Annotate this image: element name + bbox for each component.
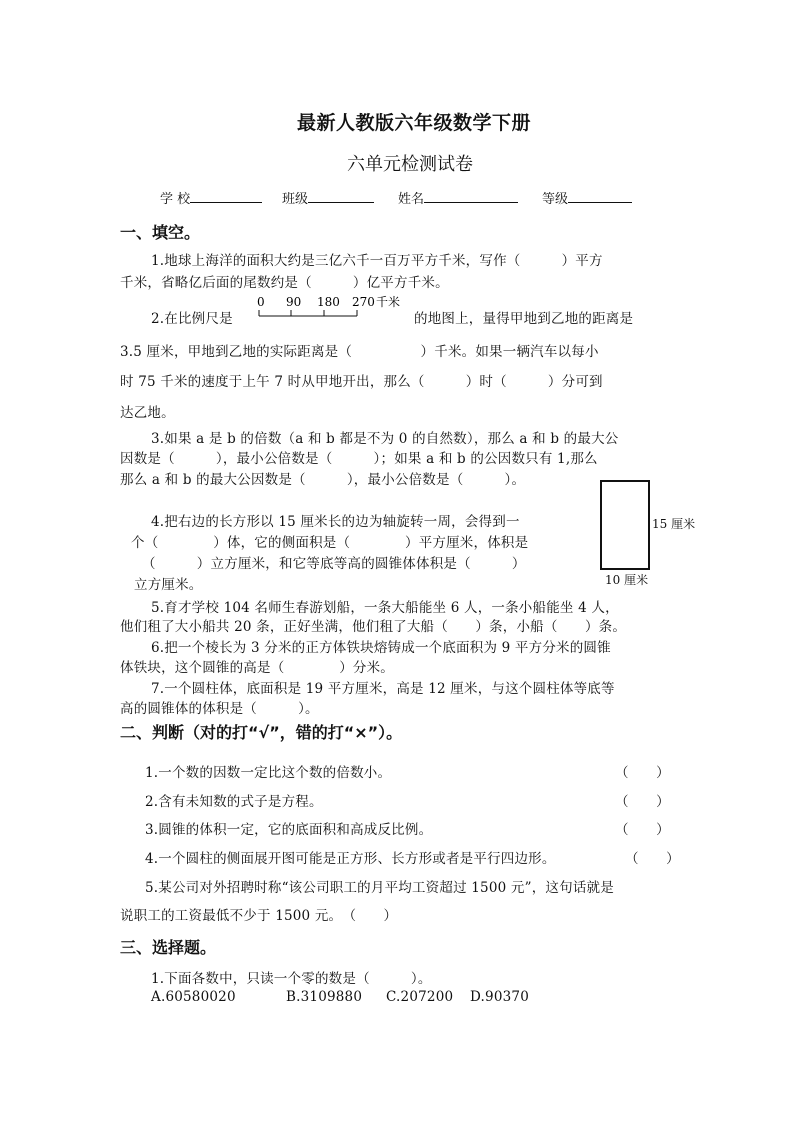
- choice-option-b[interactable]: B.3109880: [286, 989, 363, 1005]
- q7-line2: 高的圆锥体的体积是（ ）。: [120, 701, 319, 717]
- q6-line1: 6.把一个棱长为 3 分米的正方体铁块熔铸成一个底面积为 9 平方分米的圆锥: [151, 640, 611, 656]
- scale-label-270: 270: [352, 295, 375, 309]
- judge-item-5-line2: 说职工的工资最低不少于 1500 元。 （ ）: [120, 908, 398, 924]
- class-field[interactable]: [282, 188, 374, 207]
- judge-item-1-text: 1.一个数的因数一定比这个数的倍数小。: [145, 765, 392, 781]
- scale-label-0: 0: [257, 295, 265, 309]
- name-blank[interactable]: [424, 189, 518, 203]
- q2-line3: 时 75 千米的速度于上午 7 时从甲地开出，那么（ ）时（ ）分可到: [120, 374, 603, 390]
- school-label: 学 校: [160, 192, 191, 207]
- grade-field[interactable]: [542, 188, 632, 207]
- judge-item-1-paren[interactable]: （ ）: [615, 765, 670, 781]
- judge-item-4-text: 4.一个圆柱的侧面展开图可能是正方形、长方形或者是平行四边形。: [145, 851, 556, 867]
- judge-item-2-paren[interactable]: （ ）: [615, 794, 670, 810]
- rectangle-height-label: 15 厘米: [652, 517, 696, 531]
- q5-line2: 他们租了大小船共 20 条，正好坐满，他们租了大船（ ）条，小船（ ）条。: [120, 619, 627, 635]
- q4-line1: 4.把右边的长方形以 15 厘米长的边为轴旋转一周，会得到一: [151, 514, 520, 530]
- q4-line2: 个（ ）体，它的侧面积是（ ）平方厘米，体积是: [131, 535, 529, 551]
- rectangle-figure: [600, 480, 650, 570]
- name-field[interactable]: [398, 188, 518, 207]
- class-label: 班级: [282, 192, 309, 207]
- judge-item-4-paren[interactable]: （ ）: [625, 851, 680, 867]
- section-1-heading: 一、填空。: [120, 223, 201, 242]
- section-2-heading: 二、判断（对的打“√”，错的打“×”）。: [120, 723, 403, 742]
- choice-option-a[interactable]: A.60580020: [151, 989, 236, 1005]
- q2-line2: 3.5 厘米，甲地到乙地的实际距离是（ ）千米。如果一辆汽车以每小: [120, 344, 599, 360]
- judge-item-2-text: 2.含有未知数的式子是方程。: [145, 794, 323, 810]
- q3-line1: 3.如果 a 是 b 的倍数（a 和 b 都是不为 0 的自然数），那么 a 和 b 的最大公: [151, 431, 619, 447]
- q2-line4: 达乙地。: [120, 405, 175, 421]
- choice-q1-stem: 1.下面各数中，只读一个零的数是（ ）。: [151, 971, 432, 987]
- q3-line3: 那么 a 和 b 的最大公因数是（ ），最小公倍数是（ ）。: [120, 472, 526, 488]
- choice-option-c[interactable]: C.207200: [386, 989, 454, 1005]
- judge-item-3-paren[interactable]: （ ）: [615, 822, 670, 838]
- scale-bar-figure: [254, 294, 414, 324]
- q2-line1-a: 2.在比例尺是: [151, 311, 233, 327]
- class-blank[interactable]: [308, 189, 374, 203]
- q3-line2: 因数是（ ），最小公倍数是（ ）；如果 a 和 b 的公因数只有 1,那么: [120, 451, 598, 467]
- school-field[interactable]: [160, 188, 262, 207]
- q4-line4: 立方厘米。: [134, 577, 203, 593]
- judge-item-3-text: 3.圆锥的体积一定，它的底面积和高成反比例。: [145, 822, 433, 838]
- q4-line3: （ ）立方厘米，和它等底等高的圆锥体体积是（ ）: [142, 556, 526, 572]
- school-blank[interactable]: [190, 189, 262, 203]
- page-title: 最新人教版六年级数学下册: [297, 112, 532, 134]
- q7-line1: 7.一个圆柱体，底面积是 19 平方厘米，高是 12 厘米，与这个圆柱体等底等: [151, 681, 615, 697]
- q6-line2: 体铁块，这个圆锥的高是（ ）分米。: [120, 660, 394, 676]
- q1-line1: 1.地球上海洋的面积大约是三亿六千一百万平方千米，写作（ ）平方: [151, 253, 603, 269]
- scale-label-180: 180: [317, 295, 340, 309]
- q2-line1-b: 的地图上，量得甲地到乙地的距离是: [414, 311, 634, 327]
- scale-unit: 千米: [376, 295, 401, 309]
- q5-line1: 5.育才学校 104 名师生春游划船，一条大船能坐 6 人，一条小船能坐 4 人，: [151, 600, 619, 616]
- grade-label: 等级: [542, 192, 569, 207]
- choice-option-d[interactable]: D.90370: [470, 989, 529, 1005]
- name-label: 姓名: [398, 192, 425, 207]
- scale-label-90: 90: [286, 295, 302, 309]
- page-subtitle: 六单元检测试卷: [347, 154, 473, 175]
- grade-blank[interactable]: [568, 189, 632, 203]
- q1-line2: 千米，省略亿后面的尾数约是（ ）亿平方千米。: [120, 275, 449, 291]
- rectangle-width-label: 10 厘米: [605, 573, 649, 587]
- section-3-heading: 三、选择题。: [120, 938, 217, 957]
- judge-item-5-line1: 5.某公司对外招聘时称“该公司职工的月平均工资超过 1500 元”，这句话就是: [145, 880, 614, 896]
